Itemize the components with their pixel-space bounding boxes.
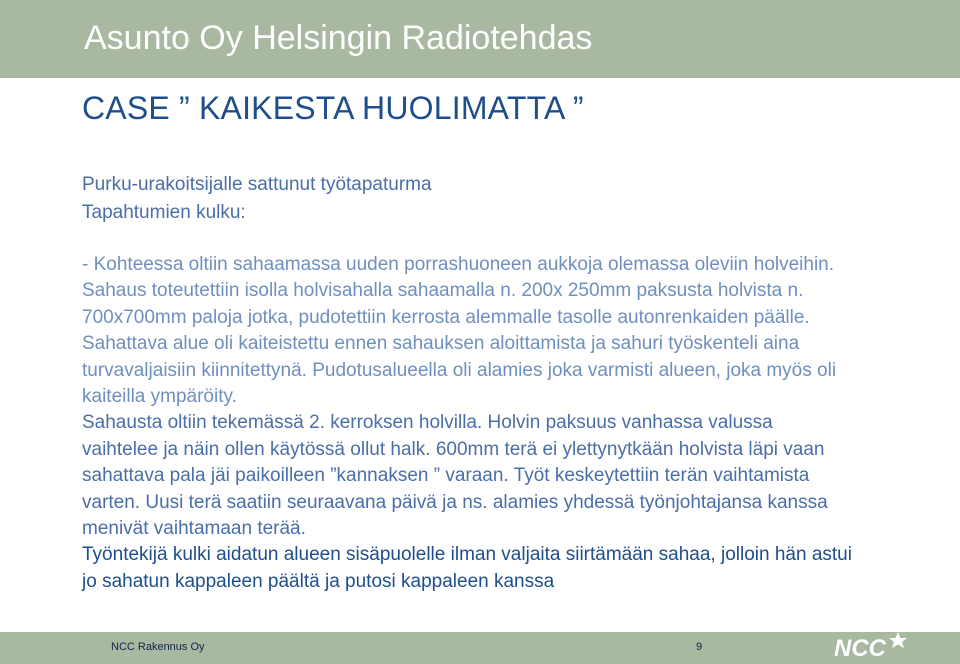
ncc-logo-text: NCC (834, 635, 886, 662)
paragraph-1: - Kohteessa oltiin sahaamassa uuden porrashuoneen aukkoja olemassa oleviin holveihin. Sahaus toteutettiin isolla holvisahalla sahaamalla n. 200x 250mm paksusta holvista n. 700x700mm paloja jotka, pudotettiin kerrosta alemmalle tasolle autonrenkaiden päälle. Sahattava alue oli kaiteistettu ennen sahauksen aloittamista ja sahuri työskenteli aina turvavaljaisiin kiinnitettynä. Pudotusalueella oli alamies joka varmisti alueen, joka myös oli kaiteilla ympäröity. (82, 254, 837, 408)
star-icon (889, 632, 907, 648)
intro-line-2: Tapahtumien kulku: (82, 202, 246, 223)
slide-title: Asunto Oy Helsingin Radiotehdas (84, 19, 593, 57)
paragraph-3: Työntekijä kulki aidatun alueen sisäpuolelle ilman valjaita siirtämään sahaa, jolloin hän astui jo sahatun kappaleen päältä ja putosi kappaleen kanssa (82, 544, 852, 592)
paragraph-2: Sahausta oltiin tekemässä 2. kerroksen holvilla. Holvin paksuus vanhassa valussa vaihtelee ja näin ollen käytössä ollut halk. 600mm terä ei ylettynytkään holvista läpi vaan sahattava pala jäi paikoilleen ”kannaksen ” varaan. Työt keskeytettiin terän vaihtamista varten. Uusi terä saatiin seuraavana päivä ja ns. alamies yhdessä työnjohtajansa kanssa menivät vaihtamaan terää. (82, 412, 828, 540)
footer-bar (0, 632, 960, 664)
footer-company: NCC Rakennus Oy (111, 641, 205, 653)
event-description (82, 252, 852, 595)
case-heading: CASE ” KAIKESTA HUOLIMATTA ” (82, 90, 584, 126)
page-number: 9 (696, 641, 703, 653)
intro-line-1: Purku-urakoitsijalle sattunut työtapaturma (82, 174, 432, 195)
title-bar (0, 0, 960, 78)
ncc-logo (832, 628, 912, 662)
intro-block (82, 171, 432, 227)
